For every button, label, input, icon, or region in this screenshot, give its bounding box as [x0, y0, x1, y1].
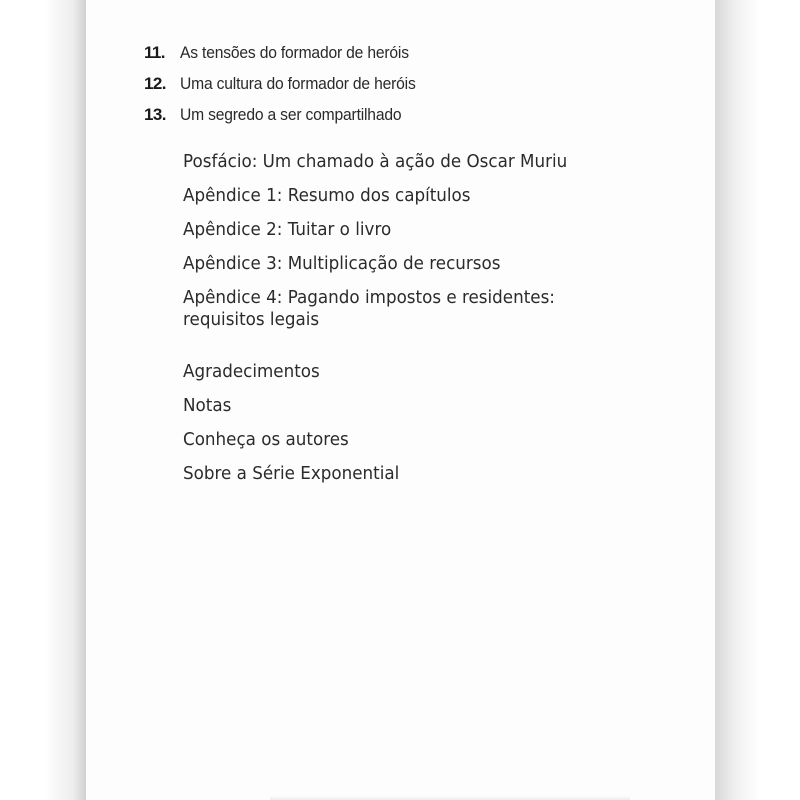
- page-shadow-right: [715, 0, 760, 800]
- toc-about-authors[interactable]: Conheça os autores: [183, 429, 349, 450]
- chapter-number: 12.: [144, 74, 166, 93]
- toc-appendix-4-line1: Apêndice 4: Pagando impostos e residentes:: [183, 287, 555, 308]
- chapter-title: As tensões do formador de heróis: [180, 43, 409, 62]
- book-page: [86, 0, 715, 800]
- toc-acknowledgements[interactable]: Agradecimentos: [183, 361, 320, 382]
- toc-about-series[interactable]: Sobre a Série Exponential: [183, 463, 400, 484]
- chapter-number: 13.: [144, 105, 166, 124]
- toc-appendix-3[interactable]: Apêndice 3: Multiplicação de recursos: [183, 253, 501, 274]
- toc-appendix-4-line2: requisitos legais: [183, 309, 320, 330]
- chapter-number: 11.: [144, 43, 165, 62]
- appendix-list: [183, 151, 596, 343]
- toc-notes[interactable]: Notas: [183, 395, 232, 416]
- page-shadow-left: [44, 0, 86, 800]
- toc-appendix-1[interactable]: Apêndice 1: Resumo dos capítulos: [183, 185, 471, 206]
- endmatter-list: [183, 361, 416, 497]
- toc-chapter-13[interactable]: [144, 105, 436, 136]
- toc-chapter-11[interactable]: [144, 43, 436, 74]
- toc-appendix-4[interactable]: [183, 287, 567, 331]
- chapter-title: Uma cultura do formador de heróis: [180, 74, 416, 93]
- toc-chapter-12[interactable]: [144, 74, 436, 105]
- toc-appendix-2[interactable]: Apêndice 2: Tuitar o livro: [183, 219, 392, 240]
- page-bottom-shadow: [270, 796, 630, 800]
- chapter-list: [144, 43, 436, 136]
- chapter-title: Um segredo a ser compartilhado: [180, 105, 402, 124]
- toc-afterword[interactable]: Posfácio: Um chamado à ação de Oscar Muriu: [183, 151, 568, 172]
